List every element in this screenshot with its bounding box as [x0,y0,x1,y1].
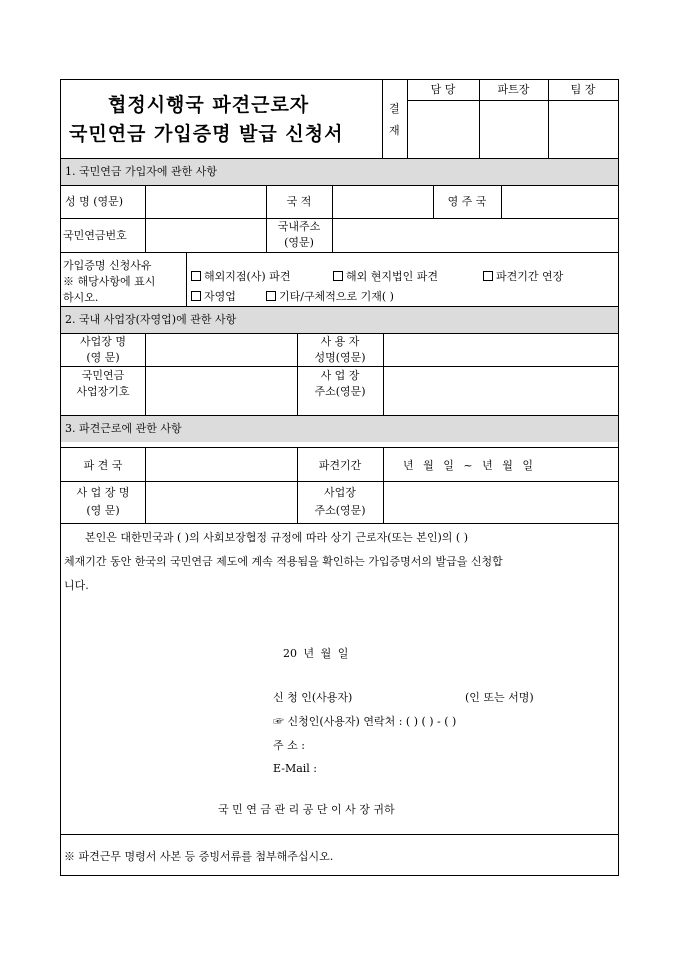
business-number-label-1: 국민연금 [81,369,125,382]
applicant-address[interactable]: 주 소 : [273,739,305,752]
reason-label-1: 가입증명 신청사유 [63,259,152,272]
workplace-address-field[interactable] [384,482,618,523]
dispatch-period-label: 파견기간 [318,459,362,472]
workplace-name-label-1: 사 업 장 명 [76,486,130,499]
business-name-label-2: (영 문) [86,351,120,364]
form-title-line1: 협정시행국 파견근로자 [108,94,310,116]
business-address-label-2: 주소(영문) [314,385,366,398]
reason-option-extension[interactable]: 파견기간 연장 [483,270,563,284]
employer-name-field[interactable] [384,334,618,366]
approval-stamp-team-lead[interactable] [549,101,618,157]
domestic-address-field[interactable] [333,219,618,252]
dispatch-country-label: 파 견 국 [83,459,123,472]
pension-number-field[interactable] [146,219,265,252]
approval-col-team-lead: 팀 장 [570,83,596,96]
reason-label-2: ※ 해당사항에 표시 [63,275,156,288]
residence-country-label: 영 주 국 [447,195,487,208]
reason-option-subsidiary[interactable]: 해외 현지법인 파견 [333,270,438,284]
application-date[interactable]: 20 년 월 일 [283,647,349,660]
dispatch-country-field[interactable] [146,448,296,481]
section3-header: 3. 파견근로에 관한 사항 [61,416,618,442]
pension-number-label: 국민연금번호 [63,229,127,242]
application-form [60,79,619,876]
reason-label-3: 하시오. [63,291,99,304]
workplace-address-label-1: 사업장 [324,486,356,499]
approval-col-staff: 담 당 [430,83,456,96]
checkbox-icon[interactable] [191,271,201,281]
workplace-address-label-2: 주소(영문) [314,504,366,517]
section2-header: 2. 국내 사업장(자영업)에 관한 사항 [61,307,618,333]
statement-line-1: 본인은 대한민국과 ( )의 사회보장협정 규정에 따라 상기 근로자(또는 본인)의 ( ) [85,531,468,544]
checkbox-icon[interactable] [483,271,493,281]
residence-country-field[interactable] [502,186,618,218]
domestic-address-label-1: 국내주소 [277,220,321,233]
footnote: ※ 파견근무 명령서 사본 등 증빙서류를 첨부해주십시오. [64,850,334,863]
employer-label-2: 성명(영문) [314,351,366,364]
name-field[interactable] [146,186,265,218]
statement-line-2: 체재기간 동안 한국의 국민연금 제도에 계속 적용됨을 확인하는 가입증명서의 발급을 신청합 [64,555,503,568]
employer-label-1: 사 용 자 [320,335,360,348]
section1-header: 1. 국민연금 가입자에 관한 사항 [61,159,618,185]
reason-option-self-employed[interactable]: 자영업 [191,290,236,304]
applicant-label: 신 청 인(사용자) [273,691,353,704]
nationality-label: 국 적 [286,195,312,208]
approval-col-part-lead: 파트장 [497,83,530,96]
business-number-label-2: 사업장기호 [76,385,130,398]
workplace-name-field[interactable] [146,482,296,523]
business-number-field[interactable] [146,367,296,415]
checkbox-icon[interactable] [191,291,201,301]
signature-field[interactable]: (인 또는 서명) [465,691,534,704]
form-title-line2: 국민연금 가입증명 발급 신청서 [69,123,344,145]
reason-option-branch[interactable]: 해외지점(사) 파견 [191,270,290,284]
reason-option-other[interactable]: 기타/구체적으로 기재( ) [266,290,394,304]
business-address-label-1: 사 업 장 [320,369,360,382]
approval-label-1: 결 [389,102,400,115]
name-label: 성 명 (영문) [65,195,124,208]
domestic-address-label-2: (영문) [284,236,314,249]
workplace-name-label-2: (영 문) [86,504,120,517]
dispatch-period-field[interactable]: 년 월 일 ~ 년 월 일 [403,459,533,472]
applicant-contact[interactable]: ☞ 신청인(사용자) 연락처 : ( ) ( ) - ( ) [273,715,457,728]
checkbox-icon[interactable] [333,271,343,281]
business-name-field[interactable] [146,334,296,366]
statement-line-3: 니다. [64,579,89,592]
addressee: 국 민 연 금 관 리 공 단 이 사 장 귀하 [218,803,395,816]
approval-label-2: 재 [389,124,400,137]
business-address-field[interactable] [384,367,618,415]
checkbox-icon[interactable] [266,291,276,301]
approval-stamp-part-lead[interactable] [480,101,548,157]
approval-stamp-staff[interactable] [408,101,479,157]
nationality-field[interactable] [333,186,433,218]
applicant-email[interactable]: E-Mail : [273,762,318,775]
business-name-label-1: 사업장 명 [79,335,126,348]
